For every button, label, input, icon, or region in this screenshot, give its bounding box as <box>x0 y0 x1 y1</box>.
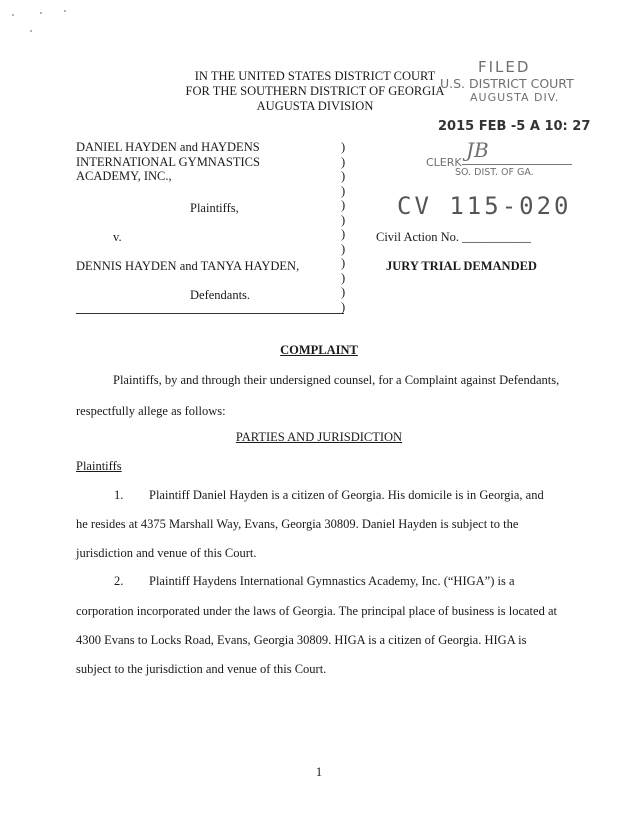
court-header <box>150 69 480 114</box>
filed-stamp-date: 2015 FEB -5 A 10: 27 <box>438 119 591 134</box>
para1-number: 1. <box>114 488 124 502</box>
jury-trial-demand: JURY TRIAL DEMANDED <box>386 259 537 273</box>
plaintiffs-names <box>76 140 260 184</box>
section-heading: PARTIES AND JURISDICTION <box>235 430 403 444</box>
intro-line2: respectfully allege as follows: <box>76 404 226 418</box>
court-header-line2: FOR THE SOUTHERN DISTRICT OF GEORGIA <box>185 84 445 98</box>
court-header-line3: AUGUSTA DIVISION <box>256 99 374 113</box>
filed-stamp-label: FILED <box>478 58 531 76</box>
case-number-stamp: CV 115-020 <box>397 192 572 220</box>
para2-line4: subject to the jurisdiction and venue of this Court. <box>76 662 327 676</box>
caption-paren: ) <box>341 299 346 314</box>
scan-speck <box>40 12 42 14</box>
civil-action-number: Civil Action No. ___________ <box>376 230 531 244</box>
plaintiffs-line3: ACADEMY, INC., <box>76 169 172 183</box>
scan-speck <box>64 10 66 12</box>
caption-paren: ) <box>341 285 346 299</box>
caption-paren: ) <box>341 241 346 256</box>
filed-stamp-district: U.S. DISTRICT COURT <box>440 76 574 91</box>
clerk-label: CLERK <box>426 156 462 169</box>
para2-line2: corporation incorporated under the laws of Georgia. The principal place of business is located at <box>76 604 557 618</box>
caption-paren: ) <box>341 154 346 169</box>
filed-stamp-division: AUGUSTA DIV. <box>470 91 560 104</box>
defendants-names: DENNIS HAYDEN and TANYA HAYDEN, <box>76 259 300 273</box>
caption-paren: ) <box>341 198 346 212</box>
para2-number: 2. <box>114 574 124 588</box>
versus: v. <box>113 230 122 244</box>
para1-line2: he resides at 4375 Marshall Way, Evans, Georgia 30809. Daniel Hayden is subject to the <box>76 517 519 531</box>
caption-paren: ) <box>341 256 346 270</box>
caption-paren: ) <box>341 270 346 285</box>
clerk-signature-line <box>462 164 572 165</box>
para1-line1: Plaintiff Daniel Hayden is a citizen of Georgia. His domicile is in Georgia, and <box>149 488 544 502</box>
caption-paren: ) <box>341 169 346 183</box>
plaintiffs-role: Plaintiffs, <box>190 201 239 215</box>
para1-line3: jurisdiction and venue of this Court. <box>76 546 257 560</box>
scan-speck <box>12 14 14 16</box>
intro-line1: Plaintiffs, by and through their undersigned counsel, for a Complaint against Defendants, <box>113 373 560 387</box>
document-title: COMPLAINT <box>280 343 358 357</box>
scan-speck <box>30 30 32 32</box>
caption-paren: ) <box>341 183 346 198</box>
caption-paren-column <box>341 140 351 314</box>
para2-line1: Plaintiff Haydens International Gymnastics Academy, Inc. (“HIGA”) is a <box>149 574 515 588</box>
caption-paren: ) <box>341 227 346 241</box>
caption-bottom-rule <box>76 313 344 314</box>
caption-paren: ) <box>341 212 346 227</box>
page-number: 1 <box>315 765 323 779</box>
caption-paren: ) <box>341 140 346 154</box>
plaintiffs-line1: DANIEL HAYDEN and HAYDENS <box>76 140 260 154</box>
defendants-role: Defendants. <box>190 288 251 302</box>
para2-line3: 4300 Evans to Locks Road, Evans, Georgia 30809. HIGA is a citizen of Georgia. HIGA is <box>76 633 527 647</box>
subheading-plaintiffs: Plaintiffs <box>76 459 122 473</box>
so-dist-label: SO. DIST. OF GA. <box>455 167 534 178</box>
clerk-initials-signature: JB <box>466 138 489 162</box>
plaintiffs-line2: INTERNATIONAL GYMNASTICS <box>76 154 260 169</box>
court-header-line1: IN THE UNITED STATES DISTRICT COURT <box>194 69 436 83</box>
